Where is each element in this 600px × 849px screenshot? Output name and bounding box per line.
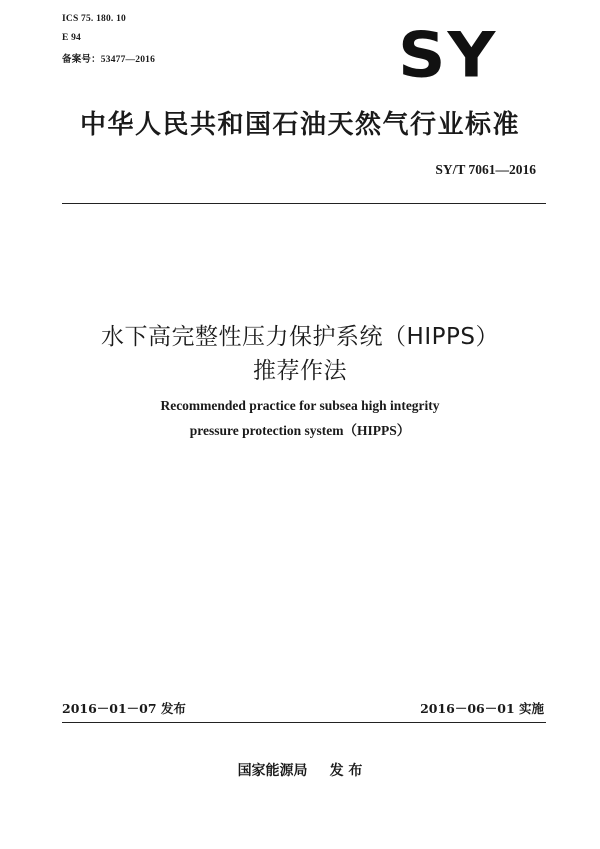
standard-number: SY/T 7061—2016 (435, 162, 536, 177)
issuer-line (0, 760, 600, 780)
document-title-cn-line2: 推荐作法 (253, 358, 347, 384)
issue-date: 2016－01－07 发布 (62, 701, 186, 716)
issuer-name: 国家能源局 (237, 763, 308, 779)
implementation-date: 2016－06－01 实施 (420, 701, 544, 716)
issuer-action: 发 布 (329, 763, 363, 779)
registration-number: 备案号：53477—2016 (62, 55, 156, 65)
ics-code: ICS 75. 180. 10 (62, 14, 126, 24)
classification-code: E 94 (62, 33, 82, 43)
sy-logo: SY (398, 18, 498, 92)
standard-category-title: 中华人民共和国石油天然气行业标准 (79, 110, 520, 140)
document-title-en-line2: pressure protection system（HIPPS） (189, 423, 411, 438)
bottom-divider (62, 722, 546, 723)
top-divider (62, 203, 546, 204)
document-title-cn-line1: 水下高完整性压力保护系统（HIPPS） (101, 324, 499, 350)
document-title-en-line1: Recommended practice for subsea high integrity (160, 398, 440, 413)
